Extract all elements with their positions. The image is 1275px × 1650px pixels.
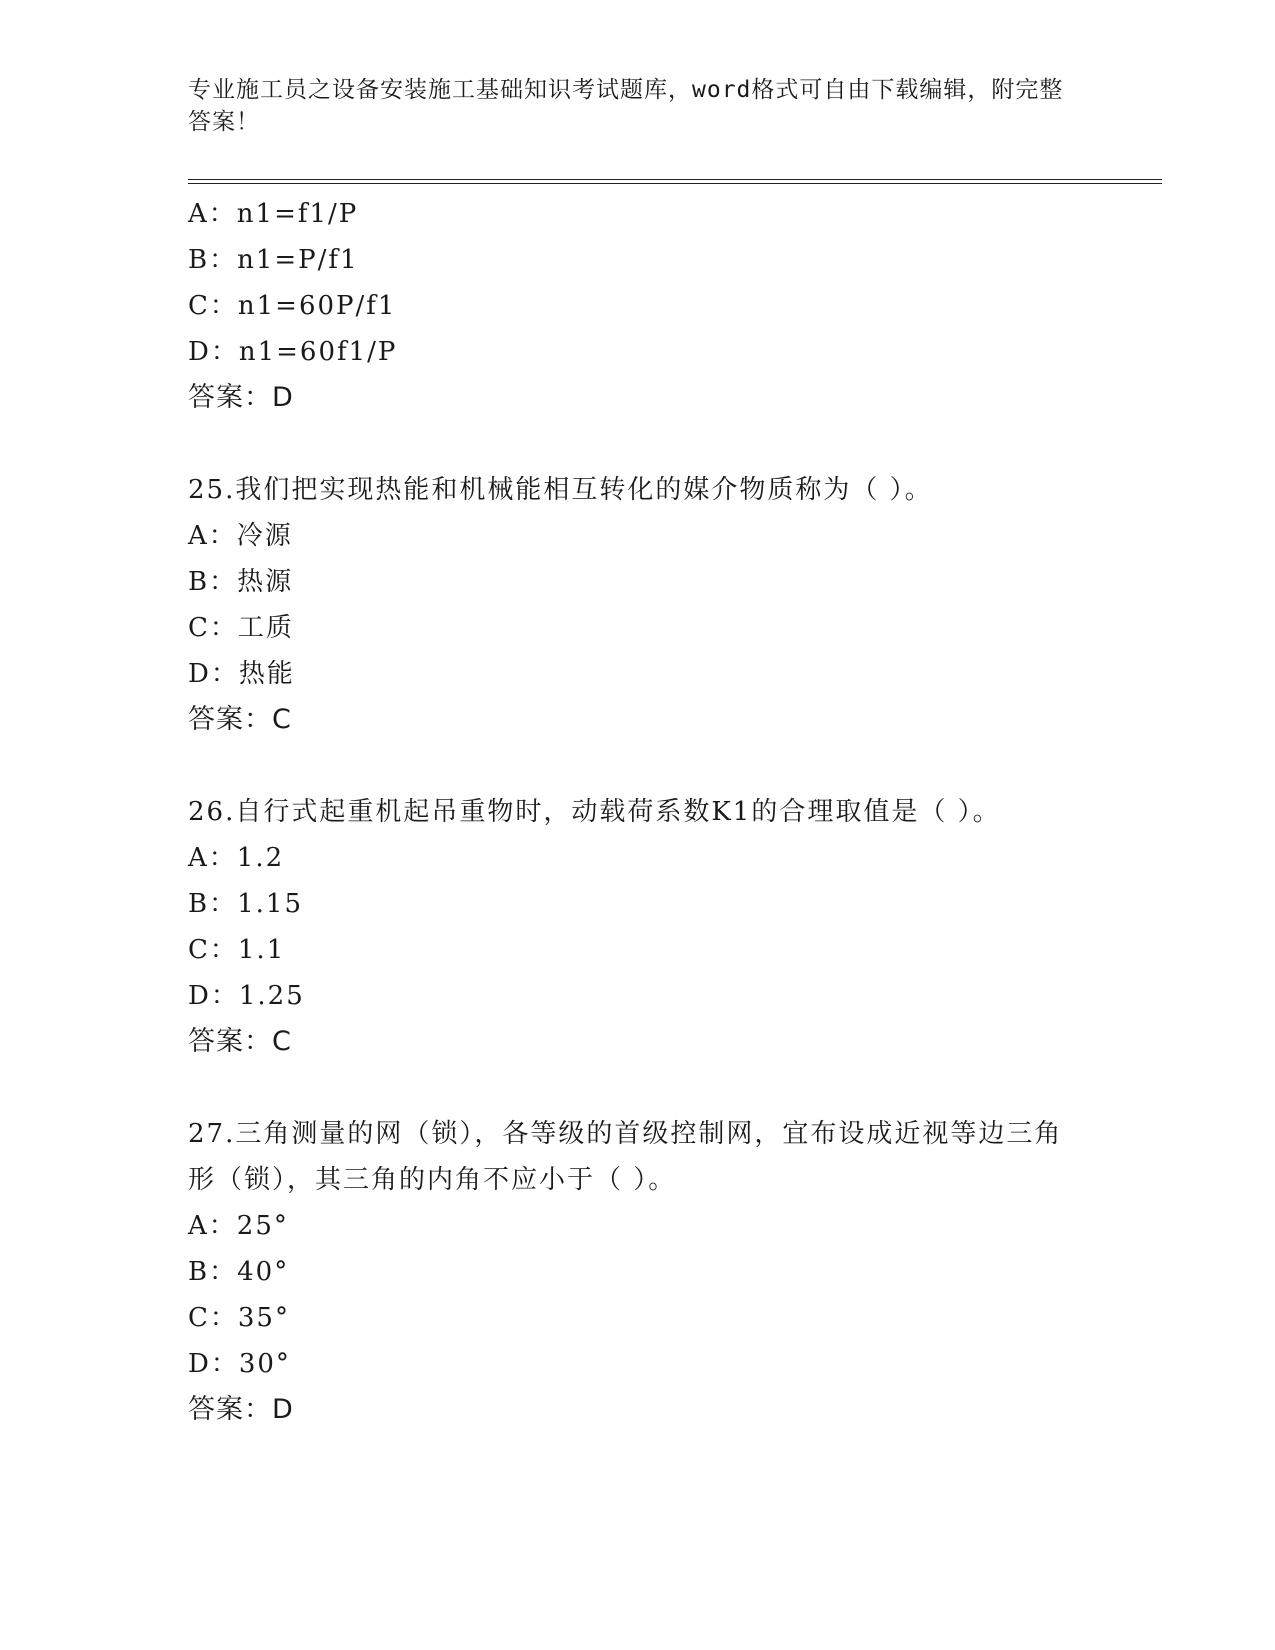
option-a: A：1.2 bbox=[188, 843, 285, 873]
option-c: C：n1=60P/f1 bbox=[188, 291, 397, 321]
option-a: A：25° bbox=[188, 1211, 289, 1241]
header-divider-bottom bbox=[188, 183, 1162, 184]
option-c: C：35° bbox=[188, 1303, 290, 1333]
option-d: D：1.25 bbox=[188, 981, 305, 1011]
option-d: D：n1=60f1/P bbox=[188, 337, 398, 367]
option-b: B：热源 bbox=[188, 567, 294, 597]
option-a: A：冷源 bbox=[188, 521, 293, 551]
question-block-26 bbox=[188, 789, 1162, 1065]
option-b: B：40° bbox=[188, 1257, 290, 1287]
question-block-27 bbox=[188, 1111, 1162, 1433]
header-divider-top bbox=[188, 179, 1162, 180]
question-text: 26.自行式起重机起吊重物时，动载荷系数K1的合理取值是（ ）。 bbox=[188, 797, 1001, 827]
option-d: D：热能 bbox=[188, 659, 295, 689]
option-d: D：30° bbox=[188, 1349, 291, 1379]
answer-line: 答案：C bbox=[188, 704, 292, 735]
answer-line: 答案：D bbox=[188, 1394, 294, 1425]
previous-question-block bbox=[188, 191, 1162, 421]
question-block-25 bbox=[188, 467, 1162, 743]
option-c: C：1.1 bbox=[188, 935, 286, 965]
option-b: B：1.15 bbox=[188, 889, 303, 919]
question-text: 27.三角测量的网（锁），各等级的首级控制网，宜布设成近视等边三角形（锁），其三角的内角不应小于（ ）。 bbox=[188, 1119, 1063, 1195]
answer-line: 答案：D bbox=[188, 382, 294, 413]
answer-line: 答案：C bbox=[188, 1026, 292, 1057]
document-header: 专业施工员之设备安装施工基础知识考试题库，word格式可自由下载编辑，附完整答案！ bbox=[188, 77, 1064, 135]
option-a: A：n1=f1/P bbox=[188, 199, 359, 229]
question-text: 25.我们把实现热能和机械能相互转化的媒介物质称为（ ）。 bbox=[188, 475, 933, 505]
option-c: C：工质 bbox=[188, 613, 294, 643]
option-b: B：n1=P/f1 bbox=[188, 245, 359, 275]
question-list bbox=[188, 191, 1162, 1433]
